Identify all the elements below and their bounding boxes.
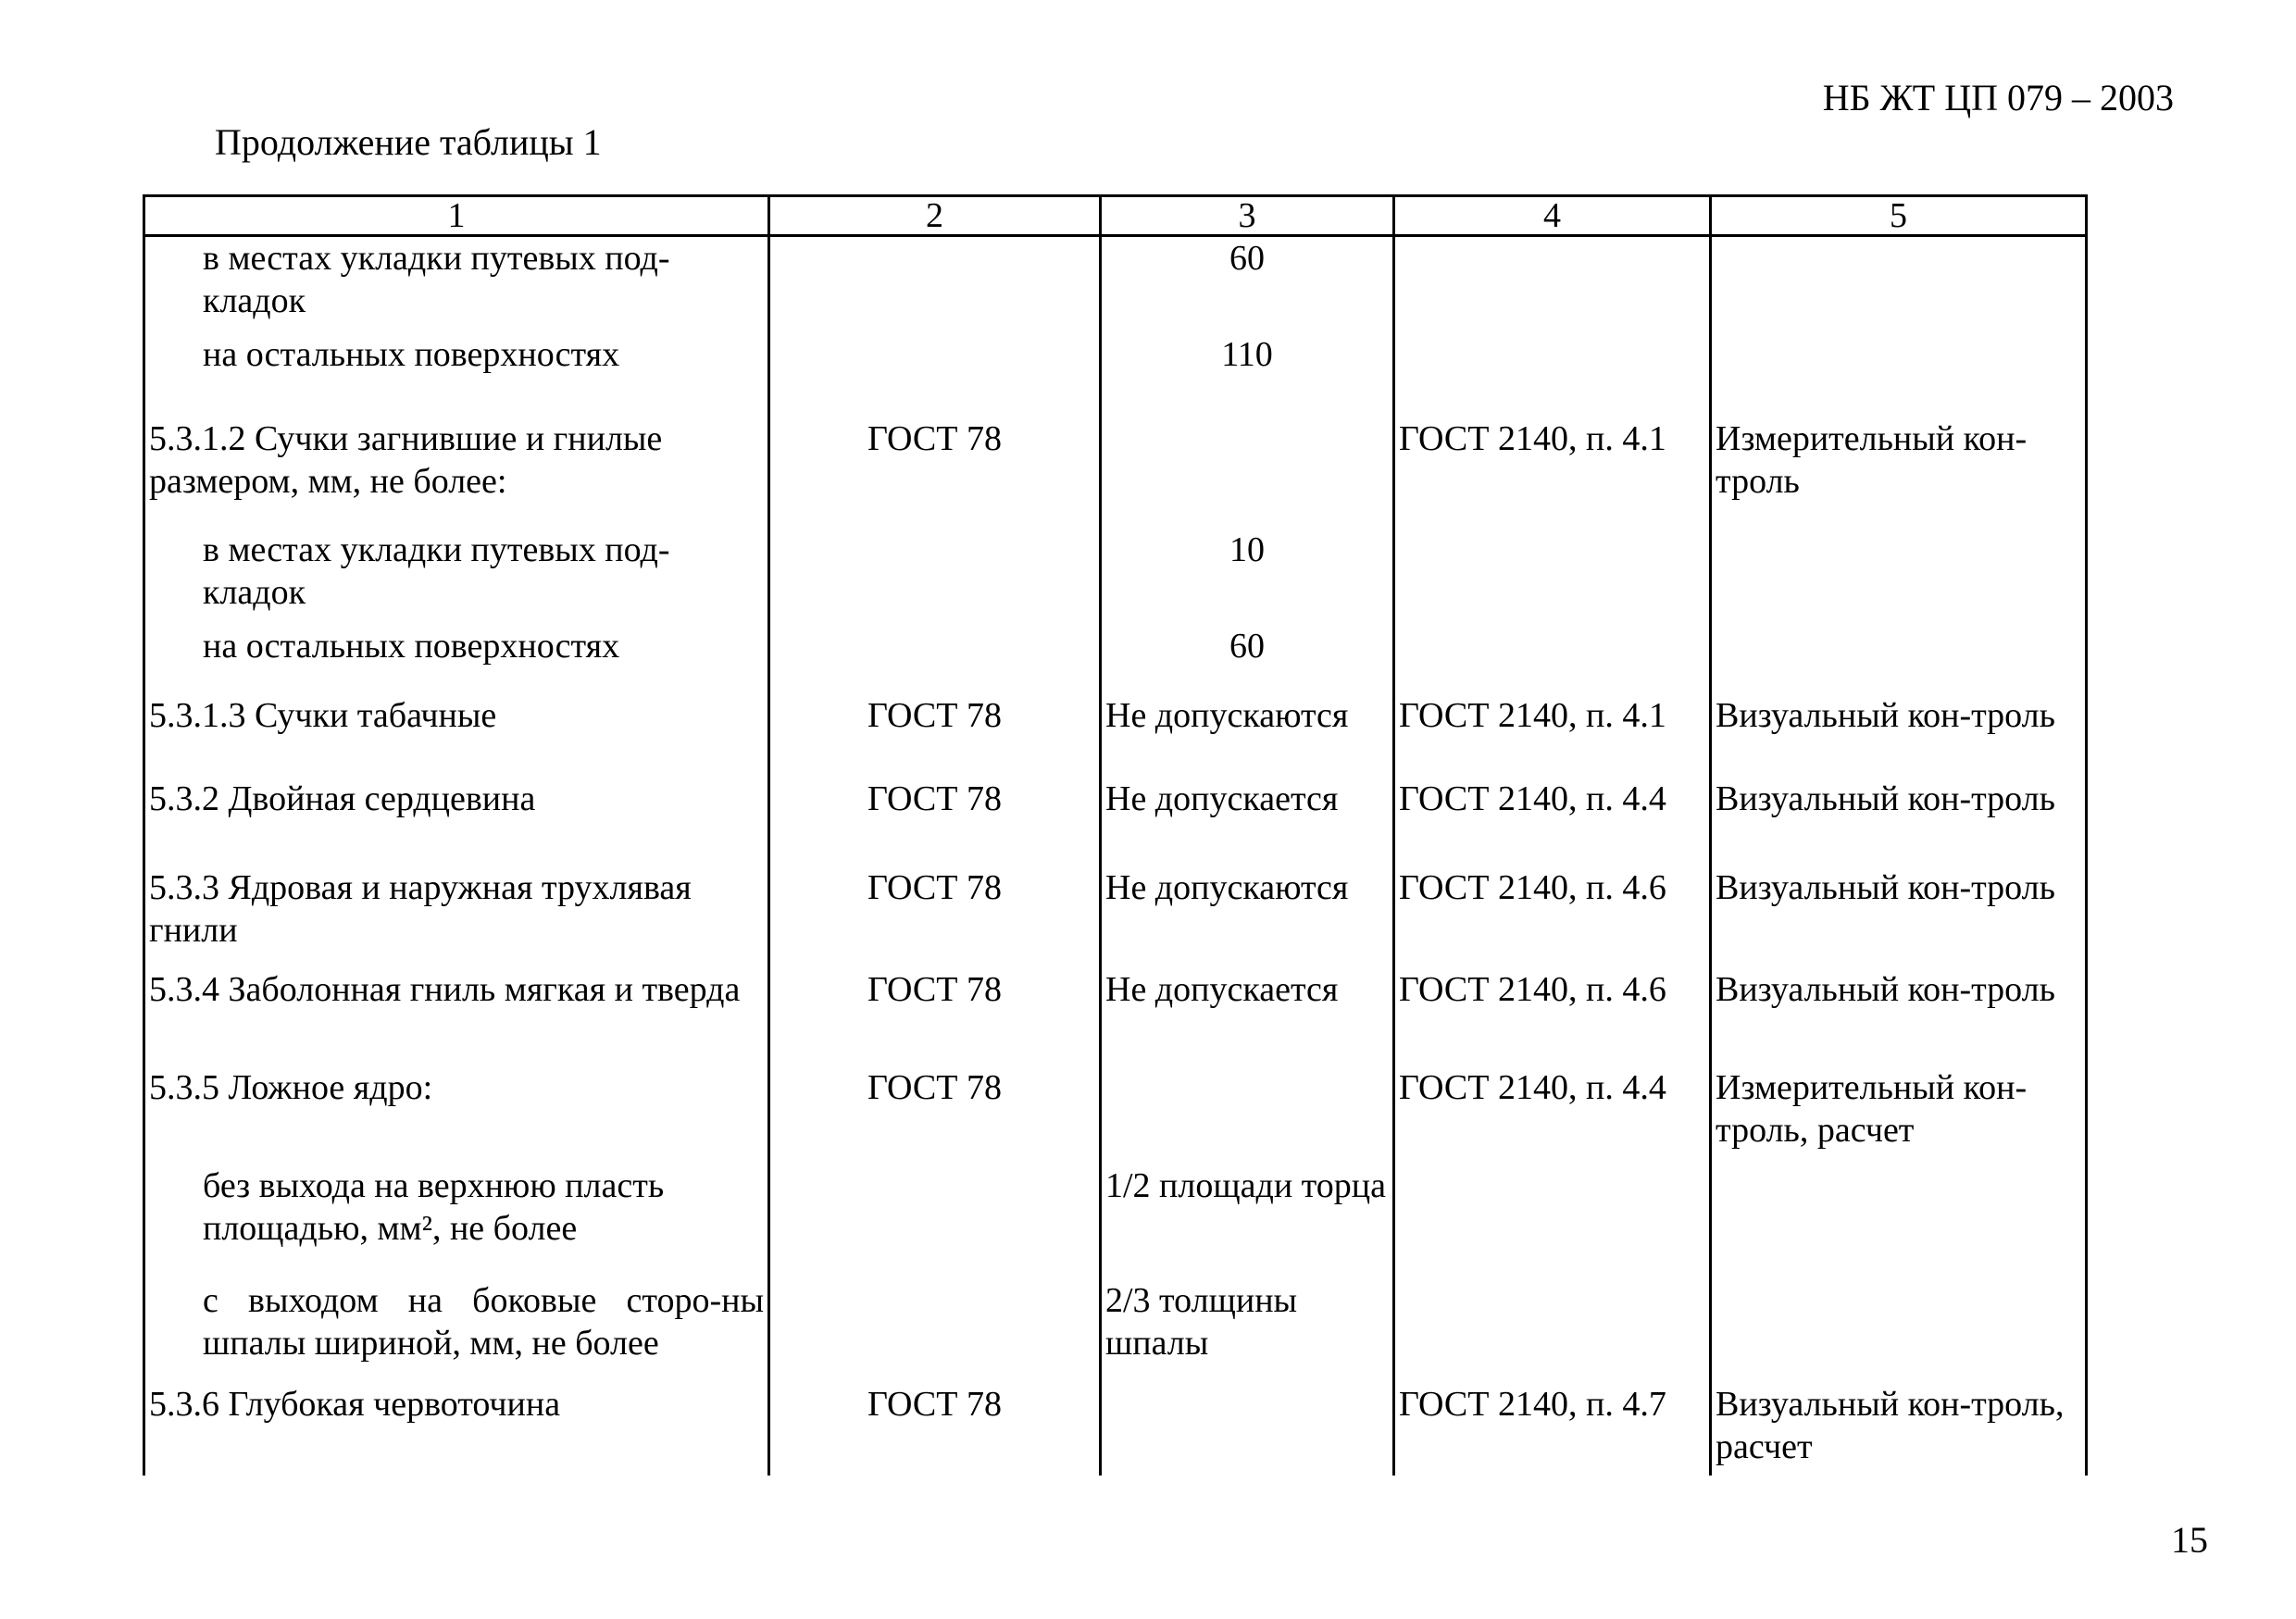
column-header-4: 4 [1394,196,1711,236]
table-header-row [144,196,2087,236]
cell-requirement: 5.3.3 Ядровая и наружная трухлявая гнили [144,863,769,965]
cell-value: 1/2 площади торца [1101,1161,1394,1276]
cell-value: Не допускается [1101,774,1394,863]
cell-method: ГОСТ 2140, п. 4.4 [1394,774,1711,863]
cell-requirement: 5.3.1.3 Сучки табачные [144,691,769,774]
cell-value: Не допускаются [1101,863,1394,965]
cell-method [1394,1276,1711,1379]
table-row [144,510,2087,621]
cell-standard [769,621,1101,691]
table-row [144,621,2087,691]
cell-method: ГОСТ 2140, п. 4.4 [1394,1063,1711,1161]
table-row [144,965,2087,1063]
cell-control: Визуальный кон-троль, расчет [1711,1379,2087,1476]
cell-method: ГОСТ 2140, п. 4.1 [1394,399,1711,510]
document-code: НБ ЖТ ЦП 079 – 2003 [1822,77,2174,118]
cell-method [1394,621,1711,691]
cell-requirement: без выхода на верхнюю пласть площадью, мм², не более [144,1161,769,1276]
table-row [144,330,2087,399]
cell-requirement: в местах укладки путевых под-кладок [144,236,769,330]
column-header-1: 1 [144,196,769,236]
cell-value: 110 [1101,330,1394,399]
cell-value: Не допускается [1101,965,1394,1063]
cell-standard: ГОСТ 78 [769,965,1101,1063]
cell-value [1101,399,1394,510]
cell-control [1711,1161,2087,1276]
cell-requirement: 5.3.1.2 Сучки загнившие и гнилые размером, мм, не более: [144,399,769,510]
cell-control: Визуальный кон-троль [1711,774,2087,863]
cell-requirement: на остальных поверхностях [144,621,769,691]
cell-standard [769,1276,1101,1379]
cell-standard: ГОСТ 78 [769,774,1101,863]
table-row [144,399,2087,510]
table-row [144,691,2087,774]
cell-method [1394,510,1711,621]
cell-standard [769,510,1101,621]
cell-control [1711,1276,2087,1379]
cell-method [1394,1161,1711,1276]
cell-method: ГОСТ 2140, п. 4.6 [1394,863,1711,965]
table-row [144,236,2087,330]
cell-requirement: 5.3.5 Ложное ядро: [144,1063,769,1161]
cell-control [1711,510,2087,621]
cell-control: Визуальный кон-троль [1711,691,2087,774]
cell-control: Измерительный кон-троль [1711,399,2087,510]
cell-control [1711,330,2087,399]
cell-method [1394,236,1711,330]
table-row [144,1276,2087,1379]
cell-requirement: в местах укладки путевых под-кладок [144,510,769,621]
table-caption: Продолжение таблицы 1 [215,121,602,163]
cell-standard: ГОСТ 78 [769,691,1101,774]
cell-control: Измерительный кон-троль, расчет [1711,1063,2087,1161]
cell-value: 60 [1101,621,1394,691]
table-row [144,1379,2087,1476]
cell-standard: ГОСТ 78 [769,1063,1101,1161]
cell-method: ГОСТ 2140, п. 4.7 [1394,1379,1711,1476]
cell-control: Визуальный кон-троль [1711,965,2087,1063]
cell-value: Не допускаются [1101,691,1394,774]
column-header-3: 3 [1101,196,1394,236]
table-row [144,1063,2087,1161]
cell-value: 60 [1101,236,1394,330]
cell-value: 10 [1101,510,1394,621]
table-row [144,1161,2087,1276]
cell-value [1101,1379,1394,1476]
cell-value [1101,1063,1394,1161]
cell-requirement: с выходом на боковые сторо-ны шпалы шириной, мм, не более [144,1276,769,1379]
cell-standard [769,1161,1101,1276]
cell-standard [769,236,1101,330]
cell-control [1711,236,2087,330]
table-row [144,774,2087,863]
cell-requirement: 5.3.6 Глубокая червоточина [144,1379,769,1476]
cell-control [1711,621,2087,691]
page-number: 15 [2171,1519,2208,1561]
cell-method [1394,330,1711,399]
cell-value: 2/3 толщины шпалы [1101,1276,1394,1379]
cell-standard: ГОСТ 78 [769,1379,1101,1476]
cell-standard: ГОСТ 78 [769,863,1101,965]
column-header-2: 2 [769,196,1101,236]
cell-standard: ГОСТ 78 [769,399,1101,510]
requirements-table [143,194,2088,1476]
cell-requirement: 5.3.2 Двойная сердцевина [144,774,769,863]
cell-requirement: 5.3.4 Заболонная гниль мягкая и тверда [144,965,769,1063]
column-header-5: 5 [1711,196,2087,236]
cell-requirement: на остальных поверхностях [144,330,769,399]
cell-method: ГОСТ 2140, п. 4.1 [1394,691,1711,774]
table-row [144,863,2087,965]
cell-standard [769,330,1101,399]
cell-control: Визуальный кон-троль [1711,863,2087,965]
cell-method: ГОСТ 2140, п. 4.6 [1394,965,1711,1063]
